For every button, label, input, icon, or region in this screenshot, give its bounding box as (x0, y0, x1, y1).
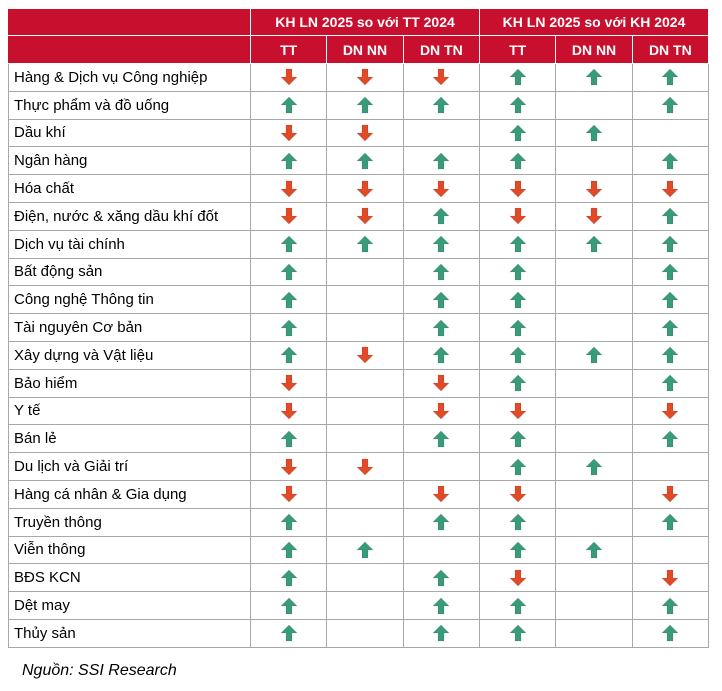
table-row (9, 119, 709, 147)
arrow-up-icon (432, 152, 450, 170)
arrow-up-icon (432, 430, 450, 448)
arrow-up-icon (280, 291, 298, 309)
sector-label: BĐS KCN (9, 564, 251, 592)
arrow-down-icon (432, 180, 450, 198)
header-sub-tt: TT (251, 36, 327, 64)
arrow-down-icon (356, 124, 374, 142)
trend-cell (632, 91, 708, 119)
trend-cell (403, 619, 479, 647)
trend-cell (480, 508, 556, 536)
arrow-up-icon (661, 291, 679, 309)
trend-cell (632, 286, 708, 314)
trend-cell (327, 480, 403, 508)
trend-cell (251, 230, 327, 258)
arrow-up-icon (661, 152, 679, 170)
trend-cell (556, 119, 632, 147)
arrow-up-icon (661, 263, 679, 281)
trend-cell (632, 314, 708, 342)
arrow-up-icon (509, 68, 527, 86)
trend-cell (327, 314, 403, 342)
trend-cell (480, 230, 556, 258)
arrow-down-icon (432, 402, 450, 420)
arrow-up-icon (585, 458, 603, 476)
trend-cell (403, 175, 479, 203)
arrow-up-icon (509, 235, 527, 253)
trend-cell (403, 592, 479, 620)
trend-cell (480, 175, 556, 203)
table-row (9, 425, 709, 453)
arrow-down-icon (280, 458, 298, 476)
trend-cell (403, 147, 479, 175)
trend-cell (480, 536, 556, 564)
arrow-up-icon (280, 597, 298, 615)
arrow-down-icon (432, 374, 450, 392)
trend-cell (632, 369, 708, 397)
trend-cell (327, 536, 403, 564)
trend-cell (556, 91, 632, 119)
arrow-down-icon (509, 180, 527, 198)
trend-cell (556, 147, 632, 175)
arrow-up-icon (432, 319, 450, 337)
table-row (9, 147, 709, 175)
arrow-up-icon (432, 346, 450, 364)
arrow-up-icon (356, 152, 374, 170)
trend-cell (403, 64, 479, 92)
arrow-up-icon (280, 235, 298, 253)
trend-cell (251, 397, 327, 425)
arrow-up-icon (509, 124, 527, 142)
trend-cell (632, 202, 708, 230)
trend-cell (632, 592, 708, 620)
arrow-down-icon (280, 68, 298, 86)
trend-cell (327, 564, 403, 592)
arrow-up-icon (280, 569, 298, 587)
sector-label: Du lịch và Giải trí (9, 453, 251, 481)
arrow-up-icon (356, 541, 374, 559)
trend-cell (632, 536, 708, 564)
table-row (9, 64, 709, 92)
trend-cell (480, 453, 556, 481)
trend-cell (403, 314, 479, 342)
trend-cell (480, 147, 556, 175)
arrow-down-icon (280, 374, 298, 392)
trend-cell (403, 425, 479, 453)
table-row (9, 480, 709, 508)
arrow-up-icon (432, 235, 450, 253)
arrow-up-icon (280, 319, 298, 337)
trend-cell (556, 286, 632, 314)
sector-label: Thủy sản (9, 619, 251, 647)
arrow-up-icon (280, 346, 298, 364)
trend-cell (327, 619, 403, 647)
arrow-up-icon (432, 291, 450, 309)
trend-cell (480, 258, 556, 286)
arrow-up-icon (280, 263, 298, 281)
arrow-up-icon (661, 513, 679, 531)
trend-cell (480, 369, 556, 397)
arrow-up-icon (509, 263, 527, 281)
trend-cell (327, 453, 403, 481)
sector-label: Bảo hiểm (9, 369, 251, 397)
trend-cell (556, 564, 632, 592)
trend-cell (403, 564, 479, 592)
arrow-down-icon (661, 402, 679, 420)
arrow-up-icon (280, 541, 298, 559)
trend-cell (480, 425, 556, 453)
trend-cell (251, 175, 327, 203)
arrow-up-icon (585, 235, 603, 253)
arrow-up-icon (661, 319, 679, 337)
trend-cell (480, 64, 556, 92)
trend-cell (251, 369, 327, 397)
trend-cell (403, 230, 479, 258)
trend-cell (480, 564, 556, 592)
arrow-up-icon (432, 569, 450, 587)
trend-cell (480, 341, 556, 369)
trend-cell (327, 175, 403, 203)
arrow-down-icon (280, 207, 298, 225)
trend-cell (403, 258, 479, 286)
arrow-up-icon (509, 541, 527, 559)
sector-label: Dầu khí (9, 119, 251, 147)
trend-cell (480, 619, 556, 647)
header-sub-dn-nn: DN NN (556, 36, 632, 64)
trend-cell (632, 425, 708, 453)
trend-cell (556, 369, 632, 397)
trend-cell (556, 202, 632, 230)
arrow-down-icon (356, 346, 374, 364)
table-row (9, 314, 709, 342)
sector-label: Hàng & Dịch vụ Công nghiệp (9, 64, 251, 92)
header-group-vs-tt-2024: KH LN 2025 so với TT 2024 (251, 9, 480, 36)
trend-cell (632, 175, 708, 203)
arrow-up-icon (509, 624, 527, 642)
trend-cell (632, 258, 708, 286)
arrow-up-icon (280, 96, 298, 114)
trend-cell (556, 480, 632, 508)
trend-cell (327, 592, 403, 620)
trend-cell (251, 508, 327, 536)
trend-cell (403, 202, 479, 230)
trend-cell (556, 508, 632, 536)
sector-label: Bán lẻ (9, 425, 251, 453)
arrow-down-icon (432, 68, 450, 86)
trend-cell (251, 286, 327, 314)
sector-label: Dịch vụ tài chính (9, 230, 251, 258)
table-row (9, 536, 709, 564)
trend-cell (327, 119, 403, 147)
header-sub-tt: TT (480, 36, 556, 64)
arrow-up-icon (432, 513, 450, 531)
trend-cell (251, 258, 327, 286)
trend-cell (403, 508, 479, 536)
trend-cell (327, 369, 403, 397)
trend-cell (556, 397, 632, 425)
arrow-down-icon (509, 485, 527, 503)
header-group-vs-kh-2024: KH LN 2025 so với KH 2024 (480, 9, 709, 36)
trend-cell (632, 119, 708, 147)
trend-cell (403, 91, 479, 119)
arrow-down-icon (509, 402, 527, 420)
arrow-up-icon (585, 68, 603, 86)
trend-cell (327, 341, 403, 369)
trend-cell (480, 480, 556, 508)
trend-cell (632, 508, 708, 536)
trend-cell (632, 564, 708, 592)
arrow-down-icon (280, 180, 298, 198)
trend-cell (327, 230, 403, 258)
trend-cell (251, 64, 327, 92)
arrow-up-icon (661, 430, 679, 448)
trend-cell (251, 453, 327, 481)
arrow-up-icon (661, 374, 679, 392)
trend-cell (556, 314, 632, 342)
arrow-down-icon (585, 207, 603, 225)
trend-cell (556, 425, 632, 453)
arrow-up-icon (432, 597, 450, 615)
arrow-up-icon (509, 458, 527, 476)
arrow-up-icon (509, 513, 527, 531)
arrow-down-icon (661, 180, 679, 198)
arrow-down-icon (280, 485, 298, 503)
trend-cell (403, 536, 479, 564)
table-row (9, 341, 709, 369)
arrow-down-icon (356, 180, 374, 198)
arrow-up-icon (585, 346, 603, 364)
table-body (9, 64, 709, 648)
trend-cell (556, 175, 632, 203)
arrow-up-icon (280, 430, 298, 448)
arrow-up-icon (509, 346, 527, 364)
trend-cell (480, 286, 556, 314)
trend-cell (403, 286, 479, 314)
trend-cell (556, 258, 632, 286)
trend-cell (632, 480, 708, 508)
trend-cell (480, 397, 556, 425)
table-row (9, 230, 709, 258)
arrow-up-icon (661, 207, 679, 225)
table-row (9, 619, 709, 647)
arrow-up-icon (661, 624, 679, 642)
arrow-down-icon (585, 180, 603, 198)
trend-cell (632, 147, 708, 175)
trend-cell (480, 314, 556, 342)
arrow-up-icon (432, 96, 450, 114)
trend-cell (251, 202, 327, 230)
trend-cell (327, 147, 403, 175)
sector-label: Tài nguyên Cơ bản (9, 314, 251, 342)
table-row (9, 369, 709, 397)
trend-cell (251, 619, 327, 647)
trend-cell (480, 202, 556, 230)
arrow-up-icon (432, 263, 450, 281)
trend-cell (327, 397, 403, 425)
trend-cell (632, 64, 708, 92)
trend-cell (327, 258, 403, 286)
arrow-down-icon (509, 207, 527, 225)
table-row (9, 175, 709, 203)
trend-cell (327, 508, 403, 536)
table-row (9, 286, 709, 314)
header-sub-dn-tn: DN TN (632, 36, 708, 64)
trend-cell (251, 592, 327, 620)
arrow-down-icon (356, 207, 374, 225)
header-blank (9, 36, 251, 64)
header-row-groups (9, 9, 709, 36)
trend-cell (251, 91, 327, 119)
trend-cell (403, 397, 479, 425)
trend-cell (556, 453, 632, 481)
trend-cell (251, 536, 327, 564)
sector-label: Hàng cá nhân & Gia dụng (9, 480, 251, 508)
header-row-sub (9, 36, 709, 64)
arrow-down-icon (356, 68, 374, 86)
trend-cell (480, 592, 556, 620)
trend-cell (251, 147, 327, 175)
trend-cell (251, 425, 327, 453)
trend-cell (403, 369, 479, 397)
sector-label: Thực phẩm và đồ uống (9, 91, 251, 119)
trend-cell (327, 202, 403, 230)
trend-cell (251, 119, 327, 147)
trend-cell (632, 453, 708, 481)
trend-cell (632, 619, 708, 647)
trend-cell (556, 230, 632, 258)
trend-cell (327, 286, 403, 314)
trend-cell (480, 119, 556, 147)
arrow-up-icon (661, 346, 679, 364)
table-row (9, 453, 709, 481)
trend-cell (632, 230, 708, 258)
table-row (9, 397, 709, 425)
arrow-up-icon (661, 597, 679, 615)
table-row (9, 508, 709, 536)
sector-label: Bất động sản (9, 258, 251, 286)
table-row (9, 91, 709, 119)
arrow-up-icon (432, 207, 450, 225)
arrow-up-icon (280, 152, 298, 170)
header-sub-dn-tn: DN TN (403, 36, 479, 64)
trend-cell (403, 119, 479, 147)
arrow-down-icon (509, 569, 527, 587)
arrow-up-icon (585, 124, 603, 142)
trend-cell (403, 480, 479, 508)
table-row (9, 202, 709, 230)
sector-label: Y tế (9, 397, 251, 425)
arrow-down-icon (356, 458, 374, 476)
sector-label: Hóa chất (9, 175, 251, 203)
arrow-up-icon (661, 68, 679, 86)
trend-cell (480, 91, 556, 119)
sector-profit-table (8, 8, 709, 648)
trend-cell (556, 64, 632, 92)
header-sub-dn-nn: DN NN (327, 36, 403, 64)
arrow-up-icon (585, 541, 603, 559)
trend-cell (403, 453, 479, 481)
arrow-down-icon (432, 485, 450, 503)
table-row (9, 592, 709, 620)
trend-cell (327, 425, 403, 453)
arrow-up-icon (356, 96, 374, 114)
arrow-up-icon (356, 235, 374, 253)
sector-label: Xây dựng và Vật liệu (9, 341, 251, 369)
sector-label: Viễn thông (9, 536, 251, 564)
table-row (9, 564, 709, 592)
arrow-up-icon (509, 597, 527, 615)
trend-cell (327, 91, 403, 119)
table-row (9, 258, 709, 286)
arrow-down-icon (661, 569, 679, 587)
sector-label: Truyền thông (9, 508, 251, 536)
trend-cell (403, 341, 479, 369)
trend-cell (556, 536, 632, 564)
arrow-up-icon (432, 624, 450, 642)
header-blank (9, 9, 251, 36)
sector-label: Công nghệ Thông tin (9, 286, 251, 314)
trend-cell (556, 341, 632, 369)
arrow-up-icon (509, 430, 527, 448)
trend-cell (556, 592, 632, 620)
trend-cell (632, 341, 708, 369)
trend-cell (327, 64, 403, 92)
sector-label: Ngân hàng (9, 147, 251, 175)
arrow-up-icon (509, 291, 527, 309)
arrow-up-icon (280, 624, 298, 642)
trend-cell (632, 397, 708, 425)
arrow-up-icon (509, 374, 527, 392)
arrow-down-icon (280, 402, 298, 420)
source-note: Nguồn: SSI Research (22, 662, 177, 679)
arrow-up-icon (509, 152, 527, 170)
trend-cell (251, 314, 327, 342)
arrow-up-icon (280, 513, 298, 531)
arrow-up-icon (661, 96, 679, 114)
arrow-up-icon (509, 319, 527, 337)
trend-cell (556, 619, 632, 647)
trend-cell (251, 341, 327, 369)
arrow-up-icon (661, 235, 679, 253)
trend-cell (251, 480, 327, 508)
sector-label: Dệt may (9, 592, 251, 620)
trend-cell (251, 564, 327, 592)
sector-label: Điện, nước & xăng dầu khí đốt (9, 202, 251, 230)
arrow-down-icon (280, 124, 298, 142)
arrow-down-icon (661, 485, 679, 503)
arrow-up-icon (509, 96, 527, 114)
